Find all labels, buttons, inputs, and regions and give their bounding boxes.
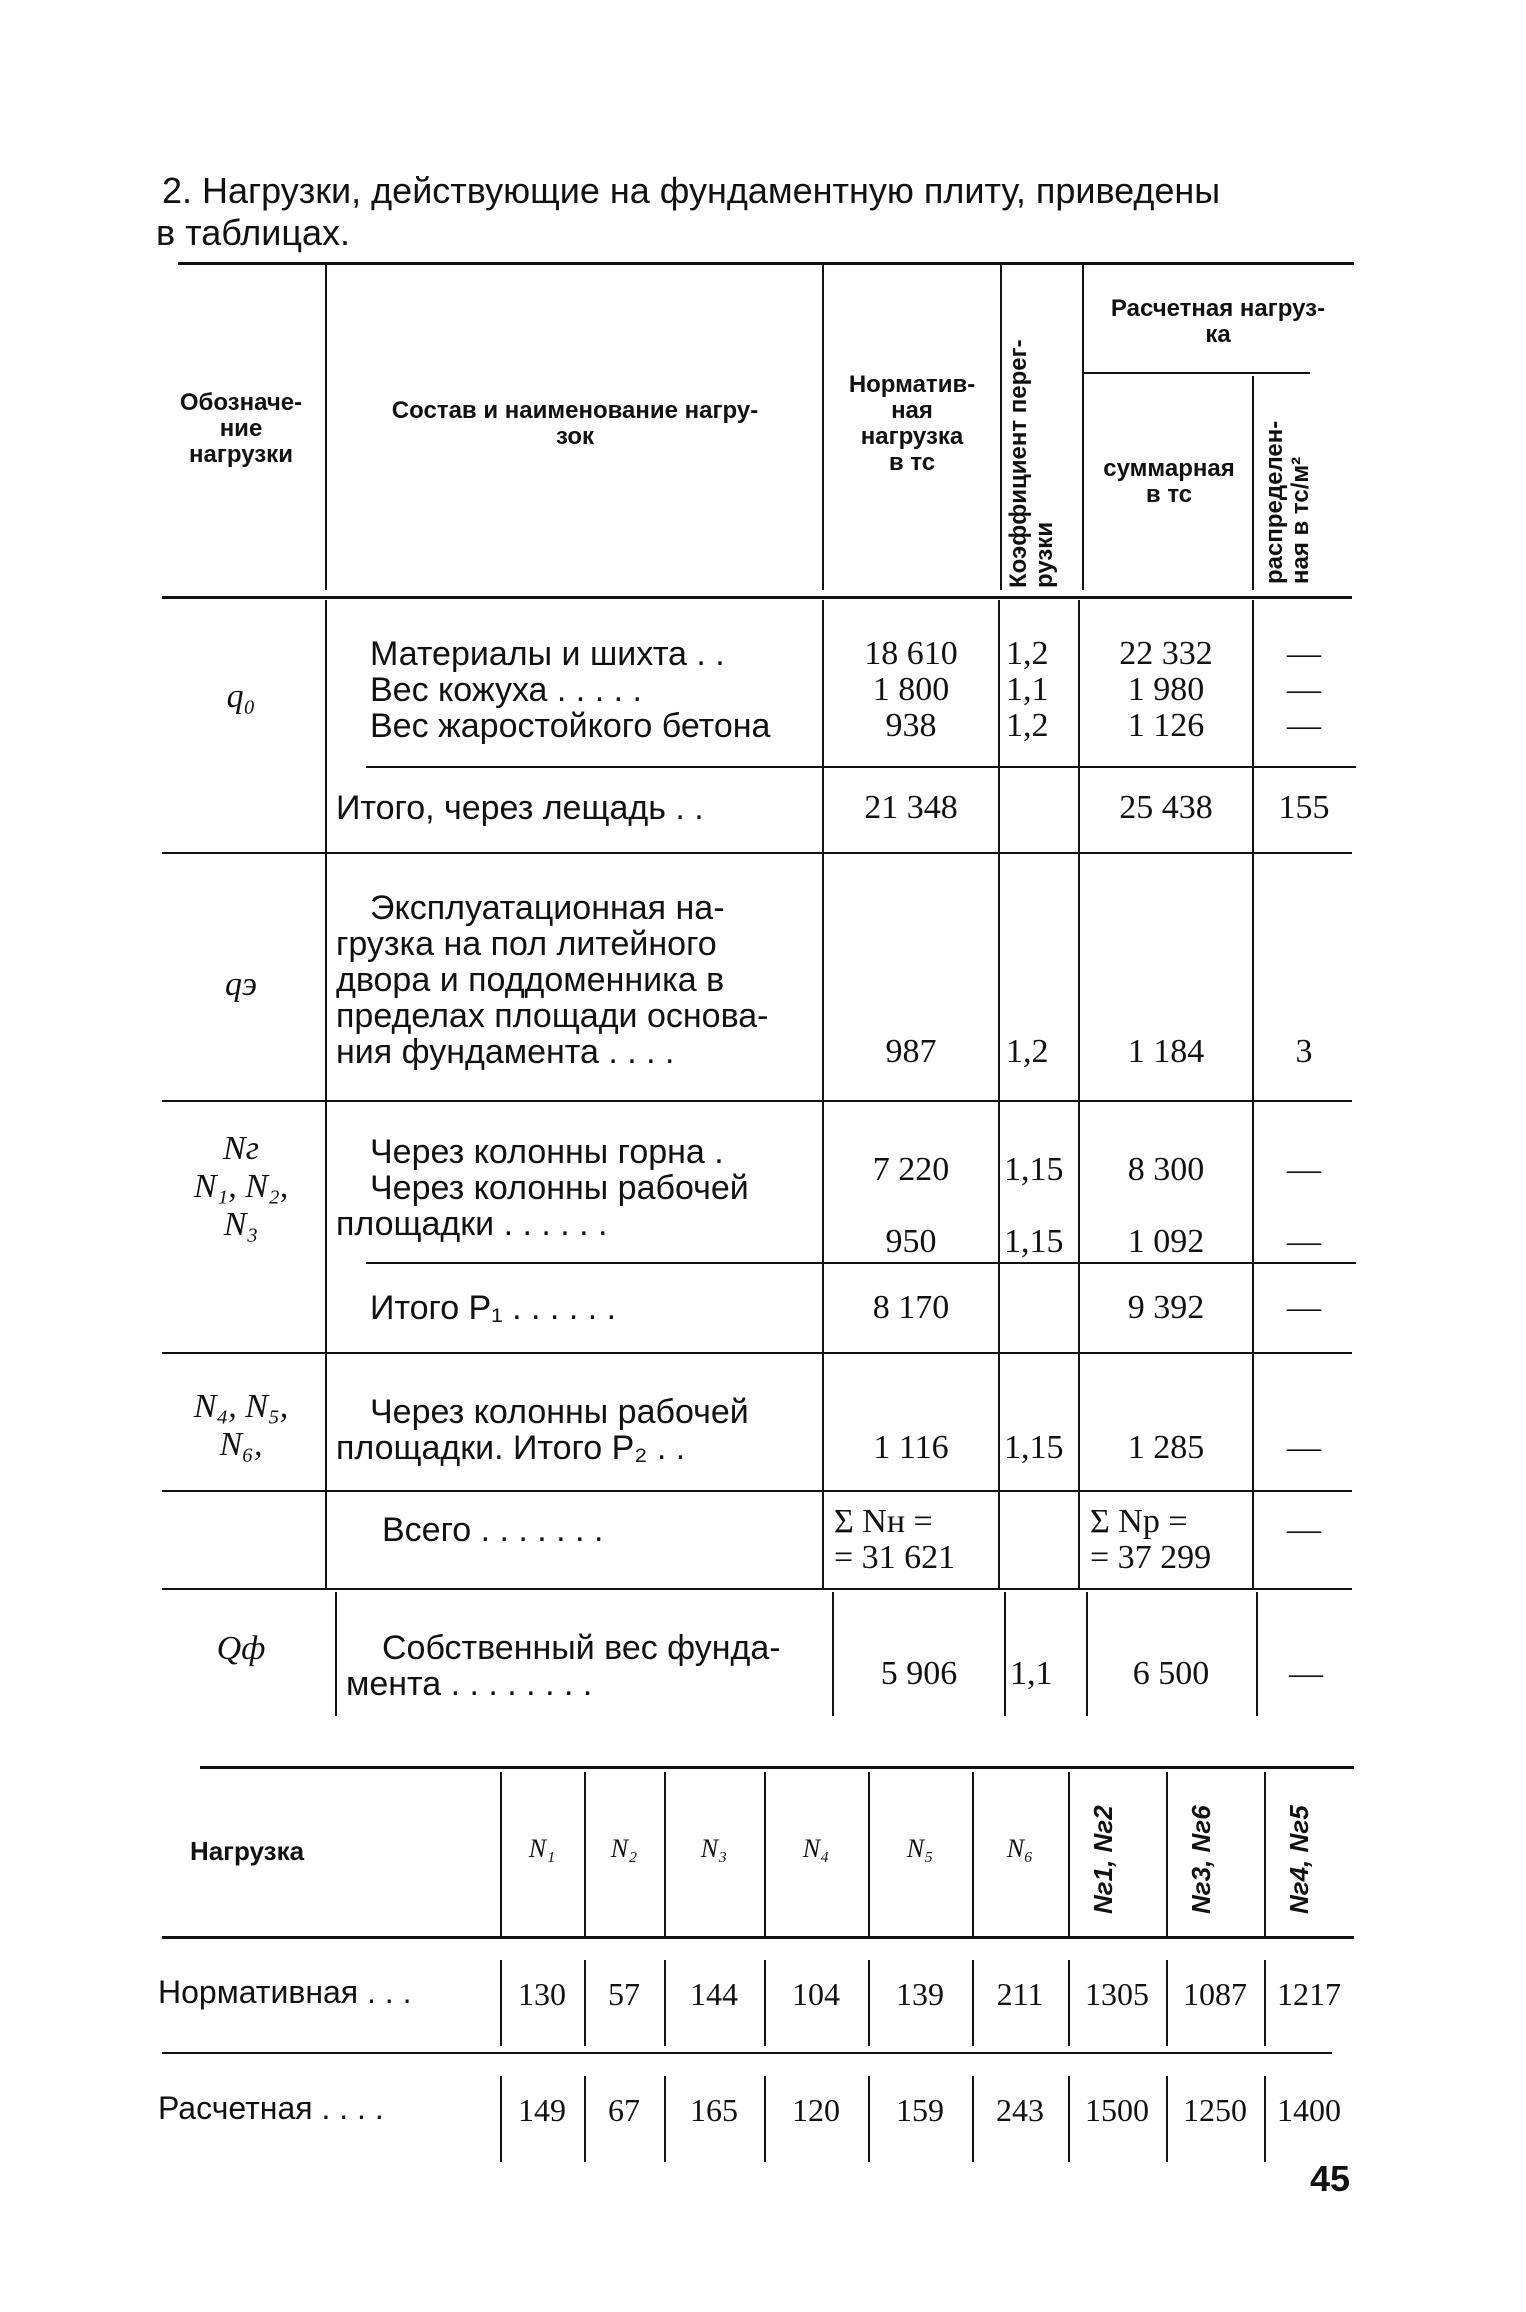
qf-description: Собственный вес фунда- мента . . . . . . . . xyxy=(346,1629,781,1703)
n4-bottom-rule xyxy=(162,1490,1352,1492)
qf-total: 6 500 xyxy=(1132,1655,1210,1692)
col-divider-1 xyxy=(325,264,327,590)
t2-cell-value: 1305 xyxy=(1085,1976,1149,2012)
t2-cell-value: 1500 xyxy=(1085,2092,1149,2128)
n4-symbol: N₄, N₅, N₆, xyxy=(193,1388,289,1463)
n4-coefficient: 1,15 xyxy=(1004,1429,1064,1466)
p1-total: 9 392 xyxy=(1127,1289,1205,1326)
t2-column-header: Nг3, Nг6 xyxy=(1186,1805,1216,1914)
q0-distributed: — — — xyxy=(1287,635,1321,744)
q0-normative: 18 610 1 800 938 xyxy=(864,635,958,744)
header-composition: Состав и наименование нагру- зок xyxy=(391,397,759,450)
qf-coefficient: 1,1 xyxy=(1010,1655,1053,1692)
grand-total-label: Всего . . . . . . . xyxy=(382,1511,604,1549)
qe-total: 1 184 xyxy=(1127,1033,1205,1070)
intro-line-1: 2. Нагрузки, действующие на фундаментную плиту, приведены xyxy=(162,170,1221,211)
p1-label: Итого P₁ . . . . . . xyxy=(370,1289,617,1327)
t2-cell-value: 67 xyxy=(608,2092,640,2128)
t2-cell-value: 144 xyxy=(690,1976,738,2012)
n4-normative: 1 116 xyxy=(873,1429,949,1466)
qe-description: Эксплуатационная на- грузка на пол литейного двора и поддоменника в пределах площади основа- ния фундамента . . . . xyxy=(336,889,769,1071)
ng-description: Через колонны горна . Через колонны рабочей площадки . . . . . . xyxy=(336,1133,749,1243)
header-normative: Норматив- ная нагрузка в тс xyxy=(848,371,976,476)
page-number: 45 xyxy=(1310,2158,1351,2199)
q0-coefficient: 1,2 1,1 1,2 xyxy=(1006,635,1049,744)
t2-top-rule xyxy=(200,1766,1354,1769)
t2-column-header: N₃ xyxy=(700,1834,728,1863)
ng-total: 8 300 1 092 xyxy=(1127,1151,1205,1260)
table-top-rule xyxy=(178,262,1354,265)
col-divider-3 xyxy=(1000,264,1002,590)
ng-symbol: Nг N₁, N₂, N₃ xyxy=(193,1130,289,1243)
qf-normative: 5 906 xyxy=(880,1655,958,1692)
n4-distributed: — xyxy=(1287,1429,1321,1466)
header-total: суммарная в тс xyxy=(1103,455,1235,508)
q0-items: Материалы и шихта . . Вес кожуха . . . . . Вес жаростойкого бетона xyxy=(370,635,771,745)
t2-column-header: N₄ xyxy=(802,1834,830,1863)
qe-bottom-rule xyxy=(162,1100,1352,1102)
q0-subtotal-distributed: 155 xyxy=(1278,789,1330,826)
qf-symbol: Qф xyxy=(216,1630,266,1667)
qf-divider-1 xyxy=(335,1592,337,1716)
t2-cell-value: 57 xyxy=(608,1976,640,2012)
t2-cell-value: 1217 xyxy=(1277,1976,1341,2012)
t2-cell-value: 139 xyxy=(896,1976,944,2012)
t2-cell-value: 130 xyxy=(518,1976,566,2012)
header-design-load: Расчетная нагруз- ка xyxy=(1110,295,1326,348)
t2-column-header: Nг4, Nг5 xyxy=(1284,1805,1314,1914)
t2-column-header: N₁ xyxy=(528,1834,556,1863)
q0-total: 22 332 1 980 1 126 xyxy=(1119,635,1213,744)
body-divider-1 xyxy=(325,600,327,1588)
total-bottom-rule xyxy=(162,1588,1352,1590)
intro-paragraph xyxy=(156,170,1352,254)
qe-normative: 987 xyxy=(885,1033,937,1070)
t2-row-label: Расчетная . . . . xyxy=(158,2090,384,2126)
t2-cell-value: 104 xyxy=(792,1976,840,2012)
t2-header-rule xyxy=(162,1936,1354,1939)
grand-total-design: Σ Nр = = 37 299 xyxy=(1090,1503,1212,1576)
t2-cell-value: 1400 xyxy=(1277,2092,1341,2128)
t2-column-header: N₂ xyxy=(610,1834,638,1863)
qf-divider-5 xyxy=(1256,1592,1258,1716)
col-divider-5 xyxy=(1252,376,1254,590)
q0-subtotal-rule xyxy=(366,766,1356,768)
ng-coefficient: 1,15 1,15 xyxy=(1004,1151,1064,1260)
header-bottom-rule xyxy=(162,596,1352,599)
qe-symbol: qэ xyxy=(225,966,257,1003)
body-divider-5 xyxy=(1252,600,1254,1588)
t2-cell-value: 243 xyxy=(996,2092,1044,2128)
q0-subtotal-normative: 21 348 xyxy=(864,789,958,826)
n4-total: 1 285 xyxy=(1127,1429,1205,1466)
t2-row-label: Нормативная . . . xyxy=(158,1974,412,2010)
design-load-subrule xyxy=(1082,372,1310,374)
body-divider-4 xyxy=(1078,600,1080,1588)
t2-cell-value: 1087 xyxy=(1183,1976,1247,2012)
q0-subtotal-total: 25 438 xyxy=(1119,789,1213,826)
col-divider-2 xyxy=(822,264,824,590)
body-divider-3 xyxy=(998,600,1000,1588)
t2-cell-value: 1250 xyxy=(1183,2092,1247,2128)
q0-symbol: q₀ xyxy=(226,678,256,715)
n4-description: Через колонны рабочей площадки. Итого P₂ . . xyxy=(336,1393,749,1467)
t2-row-rule xyxy=(162,2052,1332,2054)
p1-normative: 8 170 xyxy=(872,1289,950,1326)
intro-line-2: в таблицах. xyxy=(156,212,350,253)
header-designation: Обозначе- ние нагрузки xyxy=(179,389,303,468)
q0-bottom-rule xyxy=(162,852,1352,854)
t2-cell-value: 159 xyxy=(896,2092,944,2128)
ng-distributed: — — xyxy=(1287,1151,1321,1260)
qf-distributed: — xyxy=(1289,1655,1323,1692)
grand-total-normative: Σ Nн = = 31 621 xyxy=(834,1503,956,1576)
col-divider-4 xyxy=(1082,264,1084,590)
t2-col-divider xyxy=(1166,1772,1168,1936)
t2-cell-value: 211 xyxy=(996,1976,1044,2012)
p1-bottom-rule xyxy=(162,1352,1352,1354)
t2-col-divider xyxy=(1264,1772,1266,1936)
t2-col-divider xyxy=(1068,1772,1070,1936)
t2-column-header: Nг1, Nг2 xyxy=(1088,1805,1118,1914)
header-coefficient: Коэффициент перег- рузки xyxy=(1005,339,1058,588)
t2-header-label: Нагрузка xyxy=(189,1836,305,1866)
ng-normative: 7 220 950 xyxy=(872,1151,950,1260)
t2-cell-value: 120 xyxy=(792,2092,840,2128)
t2-cell-value: 165 xyxy=(690,2092,738,2128)
qe-coefficient: 1,2 xyxy=(1006,1033,1049,1070)
t2-cell-value: 149 xyxy=(518,2092,566,2128)
q0-subtotal-label: Итого, через лещадь . . xyxy=(336,789,704,827)
grand-total-distributed: — xyxy=(1287,1511,1321,1548)
t2-column-header: N₅ xyxy=(906,1834,934,1863)
header-distributed: распределен- ная в тс/м² xyxy=(1261,420,1314,584)
qf-divider-3 xyxy=(1004,1592,1006,1716)
qf-divider-2 xyxy=(832,1592,834,1716)
t2-column-header: N₆ xyxy=(1006,1834,1034,1863)
body-divider-2 xyxy=(822,600,824,1588)
qf-divider-4 xyxy=(1086,1592,1088,1716)
p1-distributed: — xyxy=(1287,1289,1321,1326)
qe-distributed: 3 xyxy=(1295,1033,1313,1070)
